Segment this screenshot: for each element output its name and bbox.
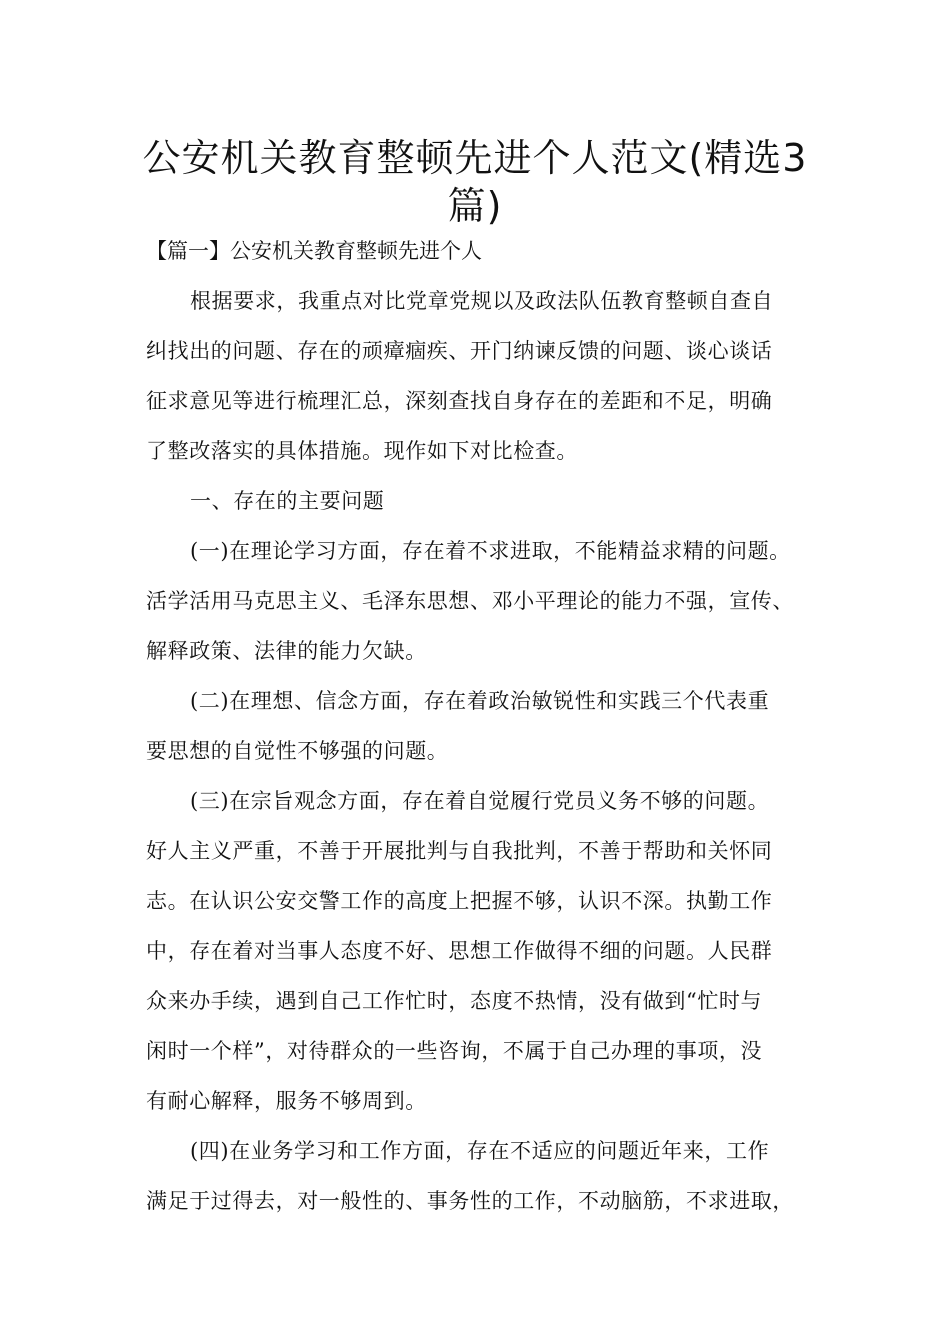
paragraph-line: 志。在认识公安交警工作的高度上把握不够，认识不深。执勤工作 [146,889,773,913]
subheading-line: 一、存在的主要问题 [190,489,385,513]
paragraph-line: 要思想的自觉性不够强的问题。 [146,739,449,763]
paragraph-line: 活学活用马克思主义、毛泽东思想、邓小平理论的能力不强，宣传、 [146,589,794,613]
paragraph-line: 众来办手续，遇到自己工作忙时，态度不热情，没有做到“忙时与 [146,989,763,1013]
paragraph-line: 征求意见等进行梳理汇总，深刻查找自身存在的差距和不足，明确 [146,389,773,413]
paragraph-line: (三)在宗旨观念方面，存在着自觉履行党员义务不够的问题。 [190,789,770,813]
paragraph-line: (四)在业务学习和工作方面，存在不适应的问题近年来，工作 [190,1139,770,1163]
paragraph-line: (二)在理想、信念方面，存在着政治敏锐性和实践三个代表重 [190,689,770,713]
section-heading: 【篇一】公安机关教育整顿先进个人 [146,239,482,263]
paragraph-line: 好人主义严重，不善于开展批判与自我批判，不善于帮助和关怀同 [146,839,773,863]
paragraph-line: 了整改落实的具体措施。现作如下对比检查。 [146,439,578,463]
paragraph-line: 根据要求，我重点对比党章党规以及政法队伍教育整顿自查自 [190,289,774,313]
paragraph-line: 纠找出的问题、存在的顽瘴痼疾、开门纳谏反馈的问题、谈心谈话 [146,339,773,363]
paragraph-line: (一)在理论学习方面，存在着不求进取，不能精益求精的问题。 [190,539,791,563]
paragraph-line: 有耐心解释，服务不够周到。 [146,1089,427,1113]
document-title-line-1: 公安机关教育整顿先进个人范文(精选3 [142,136,808,180]
paragraph-line: 解释政策、法律的能力欠缺。 [146,639,427,663]
document-title-line-2: 篇) [447,184,503,228]
paragraph-line: 满足于过得去，对一般性的、事务性的工作，不动脑筋，不求进取， [146,1189,794,1213]
paragraph-line: 中，存在着对当事人态度不好、思想工作做得不细的问题。人民群 [146,939,773,963]
paragraph-line: 闲时一个样”，对待群众的一些咨询，不属于自己办理的事项，没 [146,1039,763,1063]
